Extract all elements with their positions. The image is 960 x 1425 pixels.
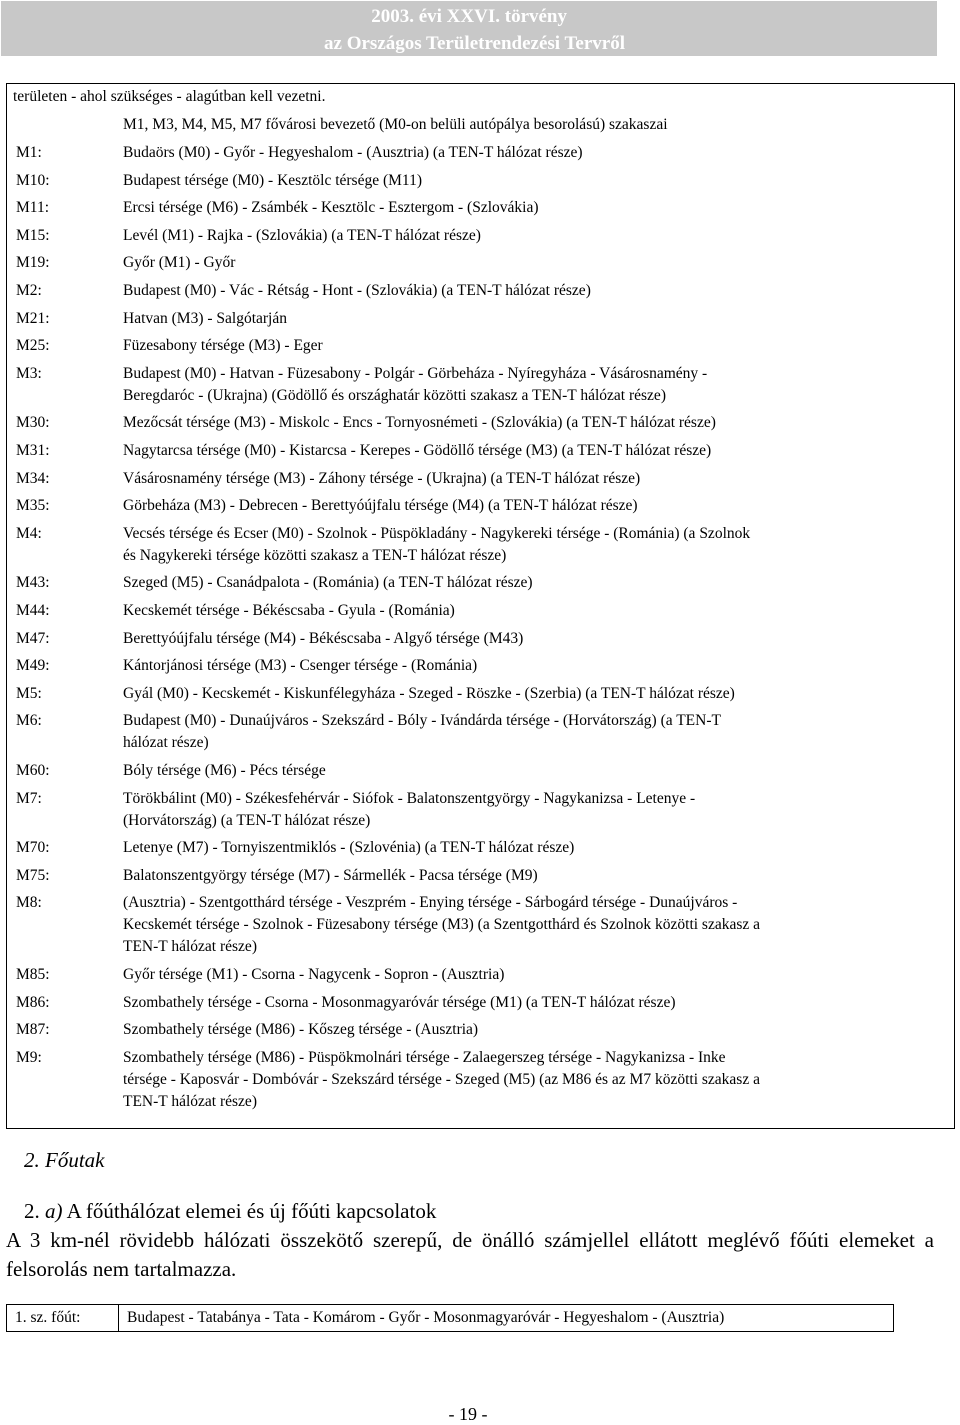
road-route-description: Kecskemét térsége - Békéscsaba - Gyula - (Románia): [123, 602, 455, 619]
table-intro-text: területen - ahol szükséges - alagútban kell vezetni.: [13, 88, 326, 105]
road-route-description: Kántorjánosi térsége (M3) - Csenger térsége - (Románia): [123, 657, 478, 675]
road-route-description: Beregdaróc - (Ukrajna) (Gödöllő és országhatár közötti szakasz a TEN-T hálózat része): [123, 386, 666, 404]
road-route-text: Budapest - Tatabánya - Tata - Komárom - Győr - Mosonmagyaróvár - Hegyeshalom - (Ausztria): [127, 1309, 725, 1326]
page-number: - 19 -: [448, 1404, 488, 1424]
road-route-description: Budapest térsége (M0) - Kesztölc térsége (M11): [123, 171, 422, 189]
road-route-description: TEN-T hálózat része): [123, 938, 257, 956]
road-route-description: Szombathely térsége (M86) - Püspökmolnári térsége - Zalaegerszeg térsége - Nagykanizsa - Inke: [123, 1048, 726, 1066]
road-code: M25:: [16, 337, 50, 355]
road-code: M47:: [16, 629, 50, 647]
road-route-description: Hatvan (M3) - Salgótarján: [123, 309, 287, 327]
road-route-description: Budapest (M0) - Vác - Rétság - Hont - (Szlovákia) (a TEN-T hálózat része): [123, 282, 591, 299]
road-route-description: és Nagykereki térsége közötti szakasz a TEN-T hálózat része): [123, 546, 507, 564]
subsection-title: A főúthálózat elemei és új főúti kapcsolatok: [66, 1199, 437, 1223]
road-code: M8:: [16, 894, 42, 912]
road-code: M49:: [16, 657, 50, 675]
road-code: M75:: [16, 866, 50, 884]
road-route-description: TEN-T hálózat része): [123, 1092, 257, 1110]
road-route-description: Győr (M1) - Győr: [123, 254, 236, 272]
road-code: M86:: [16, 993, 50, 1011]
road-route-description: Vásárosnamény térsége (M3) - Záhony térsége - (Ukrajna) (a TEN-T hálózat része): [123, 469, 641, 487]
road-code: M3:: [16, 364, 42, 382]
table-subtitle: M1, M3, M4, M5, M7 fővárosi bevezető (M0-on belüli autópálya besorolású) szakaszai: [123, 116, 668, 133]
road-route-description: (Horvátország) (a TEN-T hálózat része): [123, 811, 371, 829]
road-code: M35:: [16, 497, 50, 515]
section-heading: [24, 1148, 104, 1173]
road-route-description: Letenye (M7) - Tornyiszentmiklós - (Szlovénia) (a TEN-T hálózat része): [123, 839, 575, 857]
road-code: M6:: [16, 712, 42, 730]
road-number-label: 1. sz. főút:: [7, 1305, 119, 1331]
road-code: M44:: [16, 602, 50, 619]
body-paragraph: A 3 km-nél rövidebb hálózati összekötő szerepű, de önálló számjellel ellátott meglévő főúti elemeket a felsorolás nem tartalmazza.: [6, 1228, 934, 1281]
road-code: M70:: [16, 839, 50, 857]
road-route-description: Nagytarcsa térsége (M0) - Kistarcsa - Kerepes - Gödöllő térsége (M3) (a TEN-T hálózat része): [123, 442, 712, 459]
road-route-description: Törökbálint (M0) - Székesfehérvár - Siófok - Balatonszentgyörgy - Nagykanizsa - Letenye -: [123, 789, 696, 807]
road-route-description: Bóly térsége (M6) - Pécs térsége: [123, 762, 326, 779]
motorway-table: [6, 83, 955, 1129]
header-subtitle: az Országos Területrendezési Tervről: [324, 33, 625, 54]
road-code: M43:: [16, 574, 50, 592]
road-route-description: Budapest (M0) - Dunaújváros - Szekszárd - Bóly - Ivándárda térsége - (Horvátország) (a TEN-T: [123, 712, 721, 730]
road-route-description: Szombathely térsége - Csorna - Mosonmagyaróvár térsége (M1) (a TEN-T hálózat része): [123, 993, 676, 1011]
section-title: Főutak: [45, 1148, 105, 1172]
road-route-description: Ercsi térsége (M6) - Zsámbék - Kesztölc - Esztergom - (Szlovákia): [123, 199, 539, 217]
road-route-description: Gyál (M0) - Kecskemét - Kiskunfélegyháza - Szeged - Röszke - (Szerbia) (a TEN-T hálózat része): [123, 684, 735, 702]
road-route-description: Görbeháza (M3) - Debrecen - Berettyóújfalu térsége (M4) (a TEN-T hálózat része): [123, 497, 638, 515]
road-code: M15:: [16, 226, 50, 244]
road-code: M87:: [16, 1021, 50, 1039]
road-code: M2:: [16, 282, 42, 299]
road-code: M85:: [16, 966, 50, 983]
subsection-letter: a): [45, 1199, 63, 1223]
road-code: M60:: [16, 762, 50, 779]
document-header: [1, 1, 937, 56]
road-code: M11:: [16, 199, 50, 217]
main-road-table: [6, 1304, 894, 1332]
road-code: M4:: [16, 524, 42, 542]
subsection-heading: [24, 1199, 436, 1224]
road-code: M1:: [16, 144, 42, 161]
road-route-description: hálózat része): [123, 734, 209, 752]
section-number: 2.: [24, 1148, 40, 1172]
road-route-description: Kecskemét térsége - Szolnok - Füzesabony térsége (M3) (a Szentgotthárd és Szolnok közötti szakasz a: [123, 916, 761, 934]
road-route-description: Vecsés térsége és Ecser (M0) - Szolnok - Püspökladány - Nagykereki térsége - (Románia) (a Szolnok: [123, 524, 751, 542]
road-code: M30:: [16, 414, 50, 432]
road-code: M7:: [16, 789, 42, 807]
road-route-description: Budaörs (M0) - Győr - Hegyeshalom - (Ausztria) (a TEN-T hálózat része): [123, 144, 583, 161]
subsection-number: 2.: [24, 1199, 40, 1223]
road-code: M31:: [16, 442, 50, 459]
road-route-description: Szeged (M5) - Csanádpalota - (Románia) (a TEN-T hálózat része): [123, 574, 533, 592]
road-route-description: Balatonszentgyörgy térsége (M7) - Sármellék - Pacsa térsége (M9): [123, 866, 538, 884]
road-route-description: Mezőcsát térsége (M3) - Miskolc - Encs - Tornyosnémeti - (Szlovákia) (a TEN-T hálózat része): [123, 414, 716, 432]
road-code: M10:: [16, 171, 50, 189]
road-code: M9:: [16, 1048, 42, 1066]
header-title: 2003. évi XXVI. törvény: [371, 6, 567, 27]
road-code: M21:: [16, 309, 50, 327]
road-route-description: Budapest (M0) - Hatvan - Füzesabony - Polgár - Görbeháza - Nyíregyháza - Vásárosnamény -: [123, 364, 708, 382]
road-route-description: Szombathely térsége (M86) - Kőszeg térsége - (Ausztria): [123, 1021, 479, 1039]
road-route-description: Győr térsége (M1) - Csorna - Nagycenk - Sopron - (Ausztria): [123, 966, 505, 983]
road-route-description: Füzesabony térsége (M3) - Eger: [123, 337, 323, 355]
road-code: M5:: [16, 684, 42, 702]
road-route-description: térsége - Kaposvár - Dombóvár - Szekszárd térsége - Szeged (M5) (az M86 és az M7 közötti szakasz a: [123, 1070, 760, 1088]
road-code: M34:: [16, 469, 50, 487]
road-route-description: Berettyóújfalu térsége (M4) - Békéscsaba - Algyő térsége (M43): [123, 629, 524, 647]
road-code: M19:: [16, 254, 50, 272]
road-route-description: (Ausztria) - Szentgotthárd térsége - Veszprém - Enying térsége - Sárbogárd térsége - Dunaújváros -: [123, 894, 738, 912]
road-route-description: Levél (M1) - Rajka - (Szlovákia) (a TEN-T hálózat része): [123, 226, 481, 244]
